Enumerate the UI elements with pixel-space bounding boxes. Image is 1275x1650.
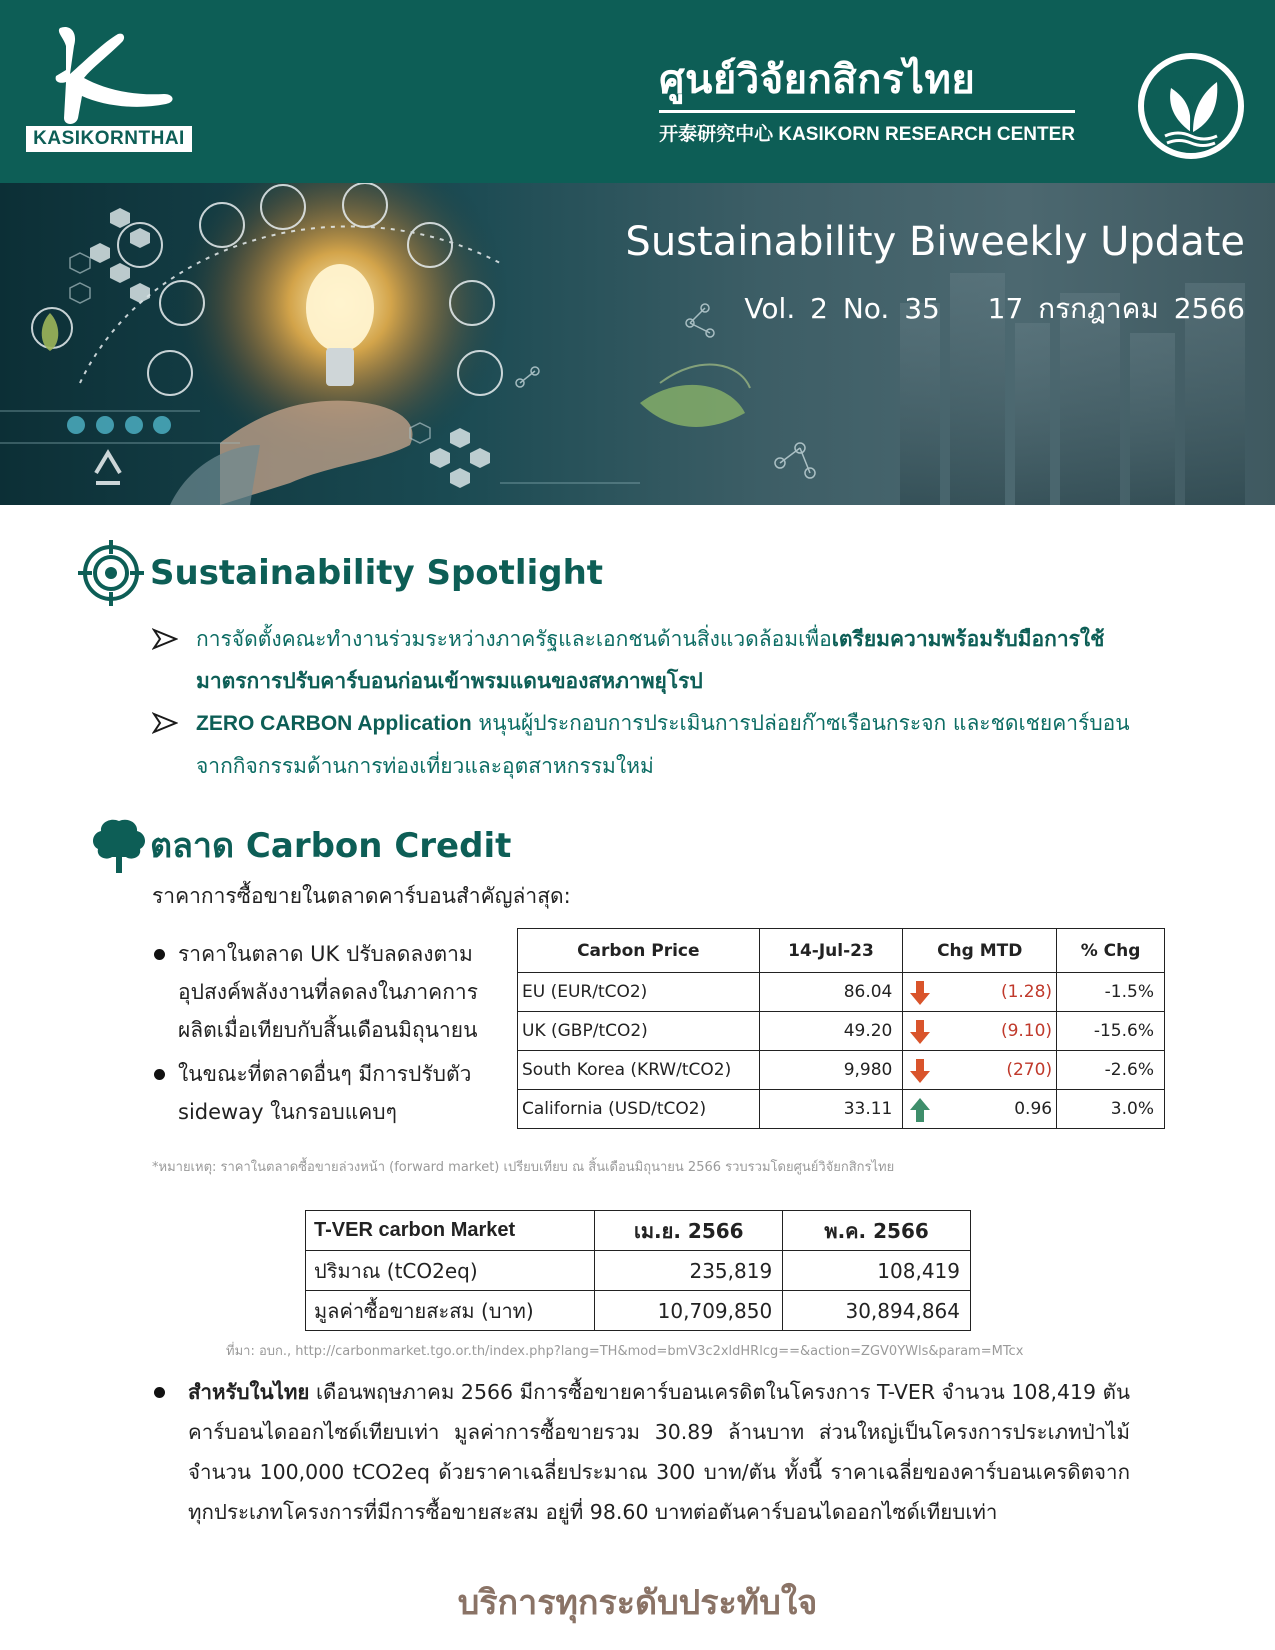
krc-thai-name: ศูนย์วิจัยกสิกรไทย: [659, 57, 976, 103]
carbon-heading: [90, 815, 511, 875]
value-cell: 10,709,850: [595, 1291, 783, 1331]
spotlight-item-text: การจัดตั้งคณะทำงานร่วมระหว่างภาครัฐและเอกชนด้านสิ่งแวดล้อมเพื่อ: [196, 627, 832, 651]
spotlight-item: [150, 702, 1150, 787]
krc-wordmark: [659, 52, 1075, 146]
up-arrow-icon: [909, 1097, 931, 1123]
change-cell: [903, 1090, 1057, 1129]
value-cell: 30,894,864: [783, 1291, 971, 1331]
column-header: T-VER carbon Market: [306, 1211, 595, 1251]
hero-banner: [0, 183, 1275, 505]
column-header: Carbon Price: [518, 929, 760, 973]
arrow-bullet-icon: [152, 712, 178, 734]
price-cell: 86.04: [759, 973, 903, 1012]
carbon-bullet: ในขณะที่ตลาดอื่นๆ มีการปรับตัว sideway ในกรอบแคบๆ: [150, 1055, 500, 1131]
carbon-bullets: [150, 935, 500, 1137]
price-cell: 49.20: [759, 1012, 903, 1051]
down-arrow-icon: [909, 1019, 931, 1045]
value-cell: 235,819: [595, 1251, 783, 1291]
spotlight-list: [150, 618, 1150, 787]
carbon-title: ตลาด Carbon Credit: [150, 826, 512, 866]
down-arrow-icon: [909, 1058, 931, 1084]
table-row: [518, 1051, 1165, 1090]
value-cell: 108,419: [783, 1251, 971, 1291]
kasikornthai-logo: [26, 22, 196, 157]
report-volume: Vol. 2 No. 35: [744, 292, 940, 325]
column-header: 14-Jul-23: [759, 929, 903, 973]
logo-label: KASIKORNTHAI: [26, 126, 192, 152]
price-cell: 9,980: [759, 1051, 903, 1090]
change-value: (9.10): [1000, 1021, 1053, 1041]
k-logo-icon: [26, 22, 196, 127]
tree-icon: [90, 815, 148, 875]
column-header: พ.ค. 2566: [783, 1211, 971, 1251]
spotlight-title: Sustainability Spotlight: [150, 553, 604, 593]
change-cell: [903, 1012, 1057, 1051]
percent-cell: -2.6%: [1057, 1051, 1165, 1090]
spotlight-heading: [78, 540, 603, 606]
target-icon: [78, 540, 144, 606]
table-row: [306, 1291, 971, 1331]
report-issue: [744, 287, 1245, 331]
change-value: (1.28): [1000, 982, 1053, 1002]
krc-english-name: 开泰研究中心 KASIKORN RESEARCH CENTER: [659, 124, 1075, 145]
report-date: 17 กรกฎาคม 2566: [987, 292, 1245, 325]
price-cell: 33.11: [759, 1090, 903, 1129]
metric-cell: มูลค่าซื้อขายสะสม (บาท): [306, 1291, 595, 1331]
tver-source: ที่มา: อบก., http://carbonmarket.tgo.or.th/index.php?lang=TH&mod=bmV3c2xldHRlcg==&action=ZGV0YWls&param=MTcx: [226, 1344, 1024, 1359]
table-row: [518, 1090, 1165, 1129]
thailand-summary: [150, 1372, 1130, 1532]
thailand-summary-text: เดือนพฤษภาคม 2566 มีการซื้อขายคาร์บอนเครดิตในโครงการ T-VER จำนวน 108,419 ตันคาร์บอนไดออกไซด์เทียบเท่า มูลค่าการซื้อขายรวม 30.89 ล้านบาท ส่วนใหญ่เป็นโครงการประเภทป่าไม้จำนวน 100,000 tCO2eq ด้วยราคาเฉลี่ยประมาณ 300 บาท/ตัน ทั้งนี้ ราคาเฉลี่ยของคาร์บอนเครดิตจากทุกประเภทโครงการที่มีการซื้อขายสะสม อยู่ที่ 98.60 บาทต่อตันคาร์บอนไดออกไซด์เทียบเท่า: [188, 1380, 1130, 1524]
down-arrow-icon: [909, 980, 931, 1006]
table-header-row: [518, 929, 1165, 973]
carbon-bullet: ราคาในตลาด UK ปรับลดลงตามอุปสงค์พลังงานที่ลดลงในภาคการผลิตเมื่อเทียบกับสิ้นเดือนมิถุนายน: [150, 935, 500, 1049]
percent-cell: -1.5%: [1057, 973, 1165, 1012]
price-footnote: *หมายเหตุ: ราคาในตลาดซื้อขายล่วงหน้า (forward market) เปรียบเทียบ ณ สิ้นเดือนมิถุนายน 2566 รวบรวมโดยศูนย์วิจัยกสิกรไทย: [152, 1160, 895, 1175]
carbon-intro: ราคาการซื้อขายในตลาดคาร์บอนสำคัญล่าสุด:: [152, 884, 571, 908]
thailand-summary-lead: สำหรับในไทย: [188, 1380, 310, 1404]
metric-cell: ปริมาณ (tCO2eq): [306, 1251, 595, 1291]
carbon-price-table: [517, 928, 1165, 1129]
market-cell: California (USD/tCO2): [518, 1090, 760, 1129]
krc-divider: [659, 110, 1075, 113]
column-header: Chg MTD: [903, 929, 1057, 973]
percent-cell: -15.6%: [1057, 1012, 1165, 1051]
table-row: [518, 973, 1165, 1012]
arrow-bullet-icon: [152, 628, 178, 650]
spotlight-item: [150, 618, 1150, 702]
change-value: 0.96: [1014, 1099, 1053, 1119]
table-header-row: [306, 1211, 971, 1251]
percent-cell: 3.0%: [1057, 1090, 1165, 1129]
spotlight-item-text: หนุนผู้ประกอบการประเมินการปล่อยก๊าซเรือนกระจก และชดเชยคาร์บอนจากกิจกรรมด้านการท่องเที่ยวและอุตสาหกรรมใหม่: [196, 711, 1130, 778]
table-row: [306, 1251, 971, 1291]
footer-slogan: บริการทุกระดับประทับใจ: [457, 1583, 818, 1623]
column-header: % Chg: [1057, 929, 1165, 973]
table-row: [518, 1012, 1165, 1051]
market-cell: UK (GBP/tCO2): [518, 1012, 760, 1051]
change-value: (270): [1006, 1060, 1053, 1080]
krc-emblem-icon: [1137, 52, 1245, 160]
spotlight-item-bold: ZERO CARBON Application: [196, 712, 472, 735]
report-title: Sustainability Biweekly Update: [625, 219, 1245, 265]
market-cell: South Korea (KRW/tCO2): [518, 1051, 760, 1090]
tver-market-table: [305, 1210, 971, 1331]
spotlight-item-bold: เตรียมความพร้อมรับมือการใช้มาตรการปรับคาร์บอนก่อนเข้าพรมแดนของสหภาพยุโรป: [196, 627, 1105, 693]
change-cell: [903, 1051, 1057, 1090]
change-cell: [903, 973, 1057, 1012]
market-cell: EU (EUR/tCO2): [518, 973, 760, 1012]
column-header: เม.ย. 2566: [595, 1211, 783, 1251]
header-bar: [0, 0, 1275, 183]
